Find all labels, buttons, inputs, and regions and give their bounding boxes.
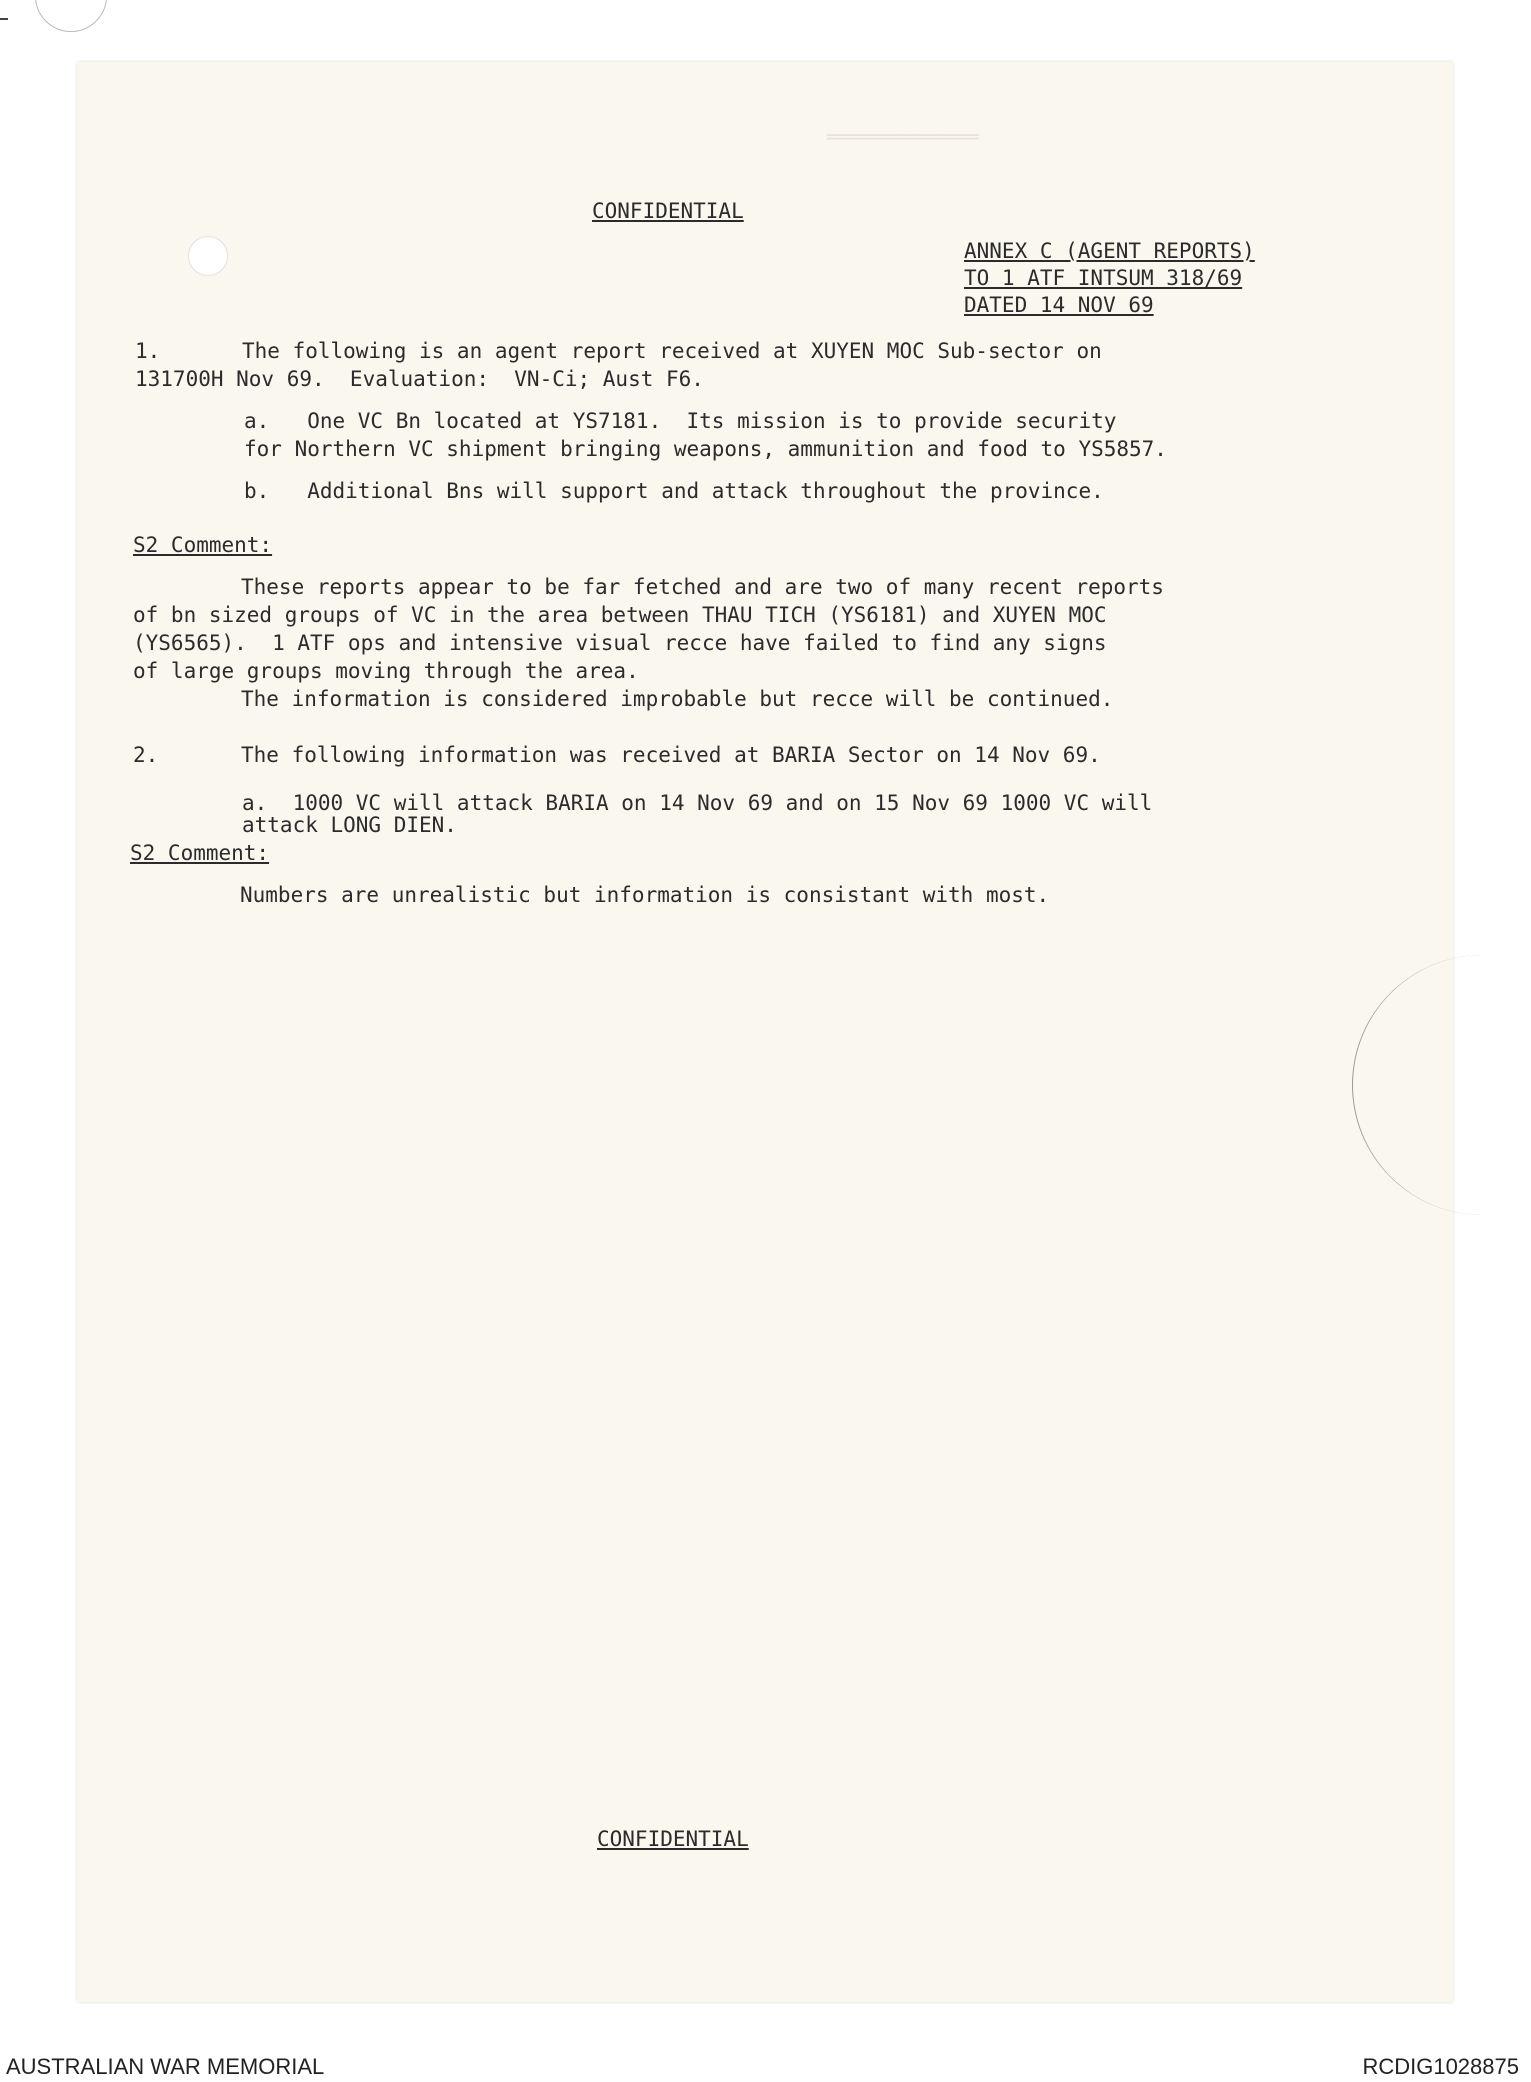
section-1-item-a-line-2: for Northern VC shipment bringing weapons, ammunition and food to YS5857.: [244, 437, 1167, 461]
punch-hole: [188, 236, 228, 276]
annex-line-3: DATED 14 NOV 69: [964, 293, 1154, 317]
show-through-text: ════════════: [827, 125, 979, 149]
section-1-comment-line-3: (YS6565). 1 ATF ops and intensive visual recce have failed to find any signs: [133, 631, 1107, 655]
section-1-number: 1.: [135, 339, 161, 363]
page-corner-mark: [35, 0, 107, 32]
footer-classification: CONFIDENTIAL: [597, 1827, 749, 1851]
section-2-number: 2.: [133, 743, 159, 767]
section-2-intro: The following information was received at BARIA Sector on 14 Nov 69.: [241, 743, 1101, 767]
section-1-comment-line-4: of large groups moving through the area.: [133, 659, 639, 683]
section-2-comment: Numbers are unrealistic but information is consistant with most.: [240, 883, 1050, 907]
section-1-intro-line-2: 131700H Nov 69. Evaluation: VN-Ci; Aust F6.: [135, 367, 704, 391]
header-classification: CONFIDENTIAL: [592, 199, 744, 223]
section-1-comment-line-2: of bn sized groups of VC in the area between THAU TICH (YS6181) and XUYEN MOC: [133, 603, 1107, 627]
section-1-item-a-line-1: a. One VC Bn located at YS7181. Its mission is to provide security: [244, 409, 1117, 433]
annex-line-2: TO 1 ATF INTSUM 318/69: [964, 266, 1243, 290]
edge-dash-mark: [0, 18, 8, 20]
section-1-comment-line-5: The information is considered improbable but recce will be continued.: [241, 687, 1114, 711]
section-2-item-a-line-1: a. 1000 VC will attack BARIA on 14 Nov 69 and on 15 Nov 69 1000 VC will: [242, 791, 1153, 815]
archive-footer-right: RCDIG1028875: [1362, 2054, 1519, 2079]
section-1-comment-line-1: These reports appear to be far fetched and are two of many recent reports: [241, 575, 1164, 599]
section-1-intro-line-1: The following is an agent report received at XUYEN MOC Sub-sector on: [242, 339, 1102, 363]
archive-footer-left: AUSTRALIAN WAR MEMORIAL: [6, 2054, 325, 2079]
section-2-item-a-line-2: attack LONG DIEN.: [242, 813, 457, 837]
section-1-item-b: b. Additional Bns will support and attack throughout the province.: [244, 479, 1104, 503]
section-1-comment-label: S2 Comment:: [133, 533, 273, 557]
document-page: [77, 62, 1453, 2002]
annex-line-1: ANNEX C (AGENT REPORTS): [964, 239, 1255, 263]
section-2-comment-label: S2 Comment:: [130, 841, 270, 865]
